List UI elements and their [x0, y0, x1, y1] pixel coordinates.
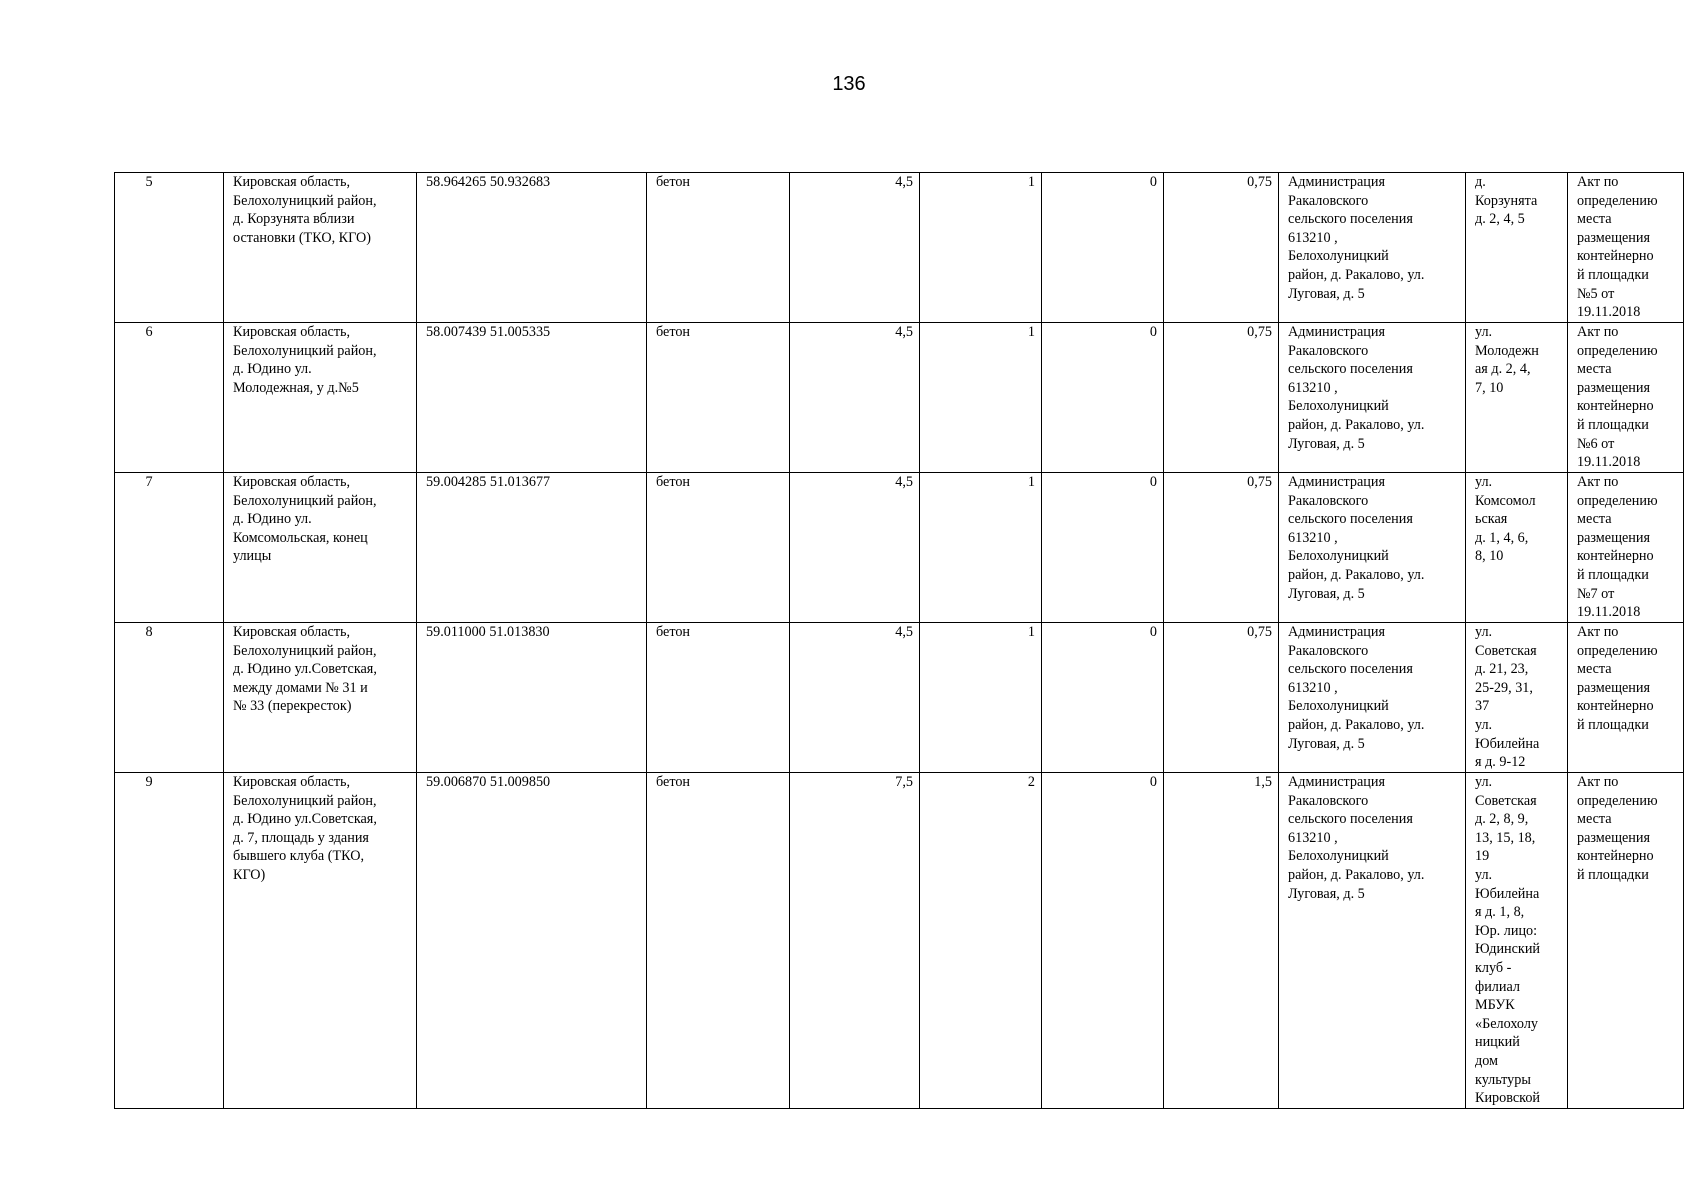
table-row [115, 473, 1684, 623]
site-address: Кировская область, Белохолуницкий район, д. Юдино ул. Молодежная, у д.№5 [224, 323, 417, 473]
site-address: Кировская область, Белохолуницкий район, д. Юдино ул.Советская, д. 7, площадь у здания бывшего клуба (ТКО, КГО) [224, 773, 417, 1109]
planned-count: 0 [1042, 323, 1164, 473]
planned-count: 0 [1042, 473, 1164, 623]
planned-count: 0 [1042, 623, 1164, 773]
container-volume: 0,75 [1164, 473, 1279, 623]
surface-type: бетон [647, 173, 790, 323]
container-count: 2 [920, 773, 1042, 1109]
row-number: 6 [115, 323, 224, 473]
site-owner: Администрация Ракаловского сельского поселения 613210 , Белохолуницкий район, д. Ракалово, ул. Луговая, д. 5 [1279, 623, 1466, 773]
placement-act: Акт по определению места размещения контейнерно й площадки №7 от 19.11.2018 [1568, 473, 1684, 623]
waste-sources: ул. Советская д. 2, 8, 9, 13, 15, 18, 19 ул. Юбилейна я д. 1, 8, Юр. лицо: Юдинский клуб - филиал МБУК «Белохолу ницкий дом культуры Кировской [1466, 773, 1568, 1109]
site-coordinates: 59.006870 51.009850 [417, 773, 647, 1109]
placement-act: Акт по определению места размещения контейнерно й площадки №5 от 19.11.2018 [1568, 173, 1684, 323]
waste-sources: ул. Молодежн ая д. 2, 4, 7, 10 [1466, 323, 1568, 473]
row-number: 7 [115, 473, 224, 623]
site-owner: Администрация Ракаловского сельского поселения 613210 , Белохолуницкий район, д. Ракалово, ул. Луговая, д. 5 [1279, 173, 1466, 323]
placement-act: Акт по определению места размещения контейнерно й площадки [1568, 773, 1684, 1109]
site-owner: Администрация Ракаловского сельского поселения 613210 , Белохолуницкий район, д. Ракалово, ул. Луговая, д. 5 [1279, 473, 1466, 623]
site-coordinates: 58.964265 50.932683 [417, 173, 647, 323]
site-area: 4,5 [790, 623, 920, 773]
row-number: 5 [115, 173, 224, 323]
site-owner: Администрация Ракаловского сельского поселения 613210 , Белохолуницкий район, д. Ракалово, ул. Луговая, д. 5 [1279, 323, 1466, 473]
container-volume: 1,5 [1164, 773, 1279, 1109]
container-count: 1 [920, 473, 1042, 623]
container-sites-table [114, 172, 1684, 1109]
container-count: 1 [920, 623, 1042, 773]
row-number: 9 [115, 773, 224, 1109]
site-coordinates: 59.004285 51.013677 [417, 473, 647, 623]
site-address: Кировская область, Белохолуницкий район, д. Юдино ул. Комсомольская, конец улицы [224, 473, 417, 623]
surface-type: бетон [647, 623, 790, 773]
table-row [115, 323, 1684, 473]
page-number: 136 [832, 73, 866, 95]
row-number: 8 [115, 623, 224, 773]
container-volume: 0,75 [1164, 623, 1279, 773]
waste-sources: ул. Советская д. 21, 23, 25-29, 31, 37 ул. Юбилейна я д. 9-12 [1466, 623, 1568, 773]
surface-type: бетон [647, 323, 790, 473]
site-address: Кировская область, Белохолуницкий район, д. Юдино ул.Советская, между домами № 31 и № 33 (перекресток) [224, 623, 417, 773]
waste-sources: д. Корзунята д. 2, 4, 5 [1466, 173, 1568, 323]
surface-type: бетон [647, 773, 790, 1109]
table-row [115, 173, 1684, 323]
surface-type: бетон [647, 473, 790, 623]
site-address: Кировская область, Белохолуницкий район, д. Корзунята вблизи остановки (ТКО, КГО) [224, 173, 417, 323]
placement-act: Акт по определению места размещения контейнерно й площадки №6 от 19.11.2018 [1568, 323, 1684, 473]
container-volume: 0,75 [1164, 173, 1279, 323]
site-area: 4,5 [790, 473, 920, 623]
table-row [115, 623, 1684, 773]
container-count: 1 [920, 173, 1042, 323]
site-area: 7,5 [790, 773, 920, 1109]
site-area: 4,5 [790, 173, 920, 323]
placement-act: Акт по определению места размещения контейнерно й площадки [1568, 623, 1684, 773]
table-row [115, 773, 1684, 1109]
planned-count: 0 [1042, 173, 1164, 323]
waste-sources: ул. Комсомол ьская д. 1, 4, 6, 8, 10 [1466, 473, 1568, 623]
site-coordinates: 59.011000 51.013830 [417, 623, 647, 773]
site-coordinates: 58.007439 51.005335 [417, 323, 647, 473]
container-volume: 0,75 [1164, 323, 1279, 473]
planned-count: 0 [1042, 773, 1164, 1109]
container-count: 1 [920, 323, 1042, 473]
site-owner: Администрация Ракаловского сельского поселения 613210 , Белохолуницкий район, д. Ракалово, ул. Луговая, д. 5 [1279, 773, 1466, 1109]
site-area: 4,5 [790, 323, 920, 473]
